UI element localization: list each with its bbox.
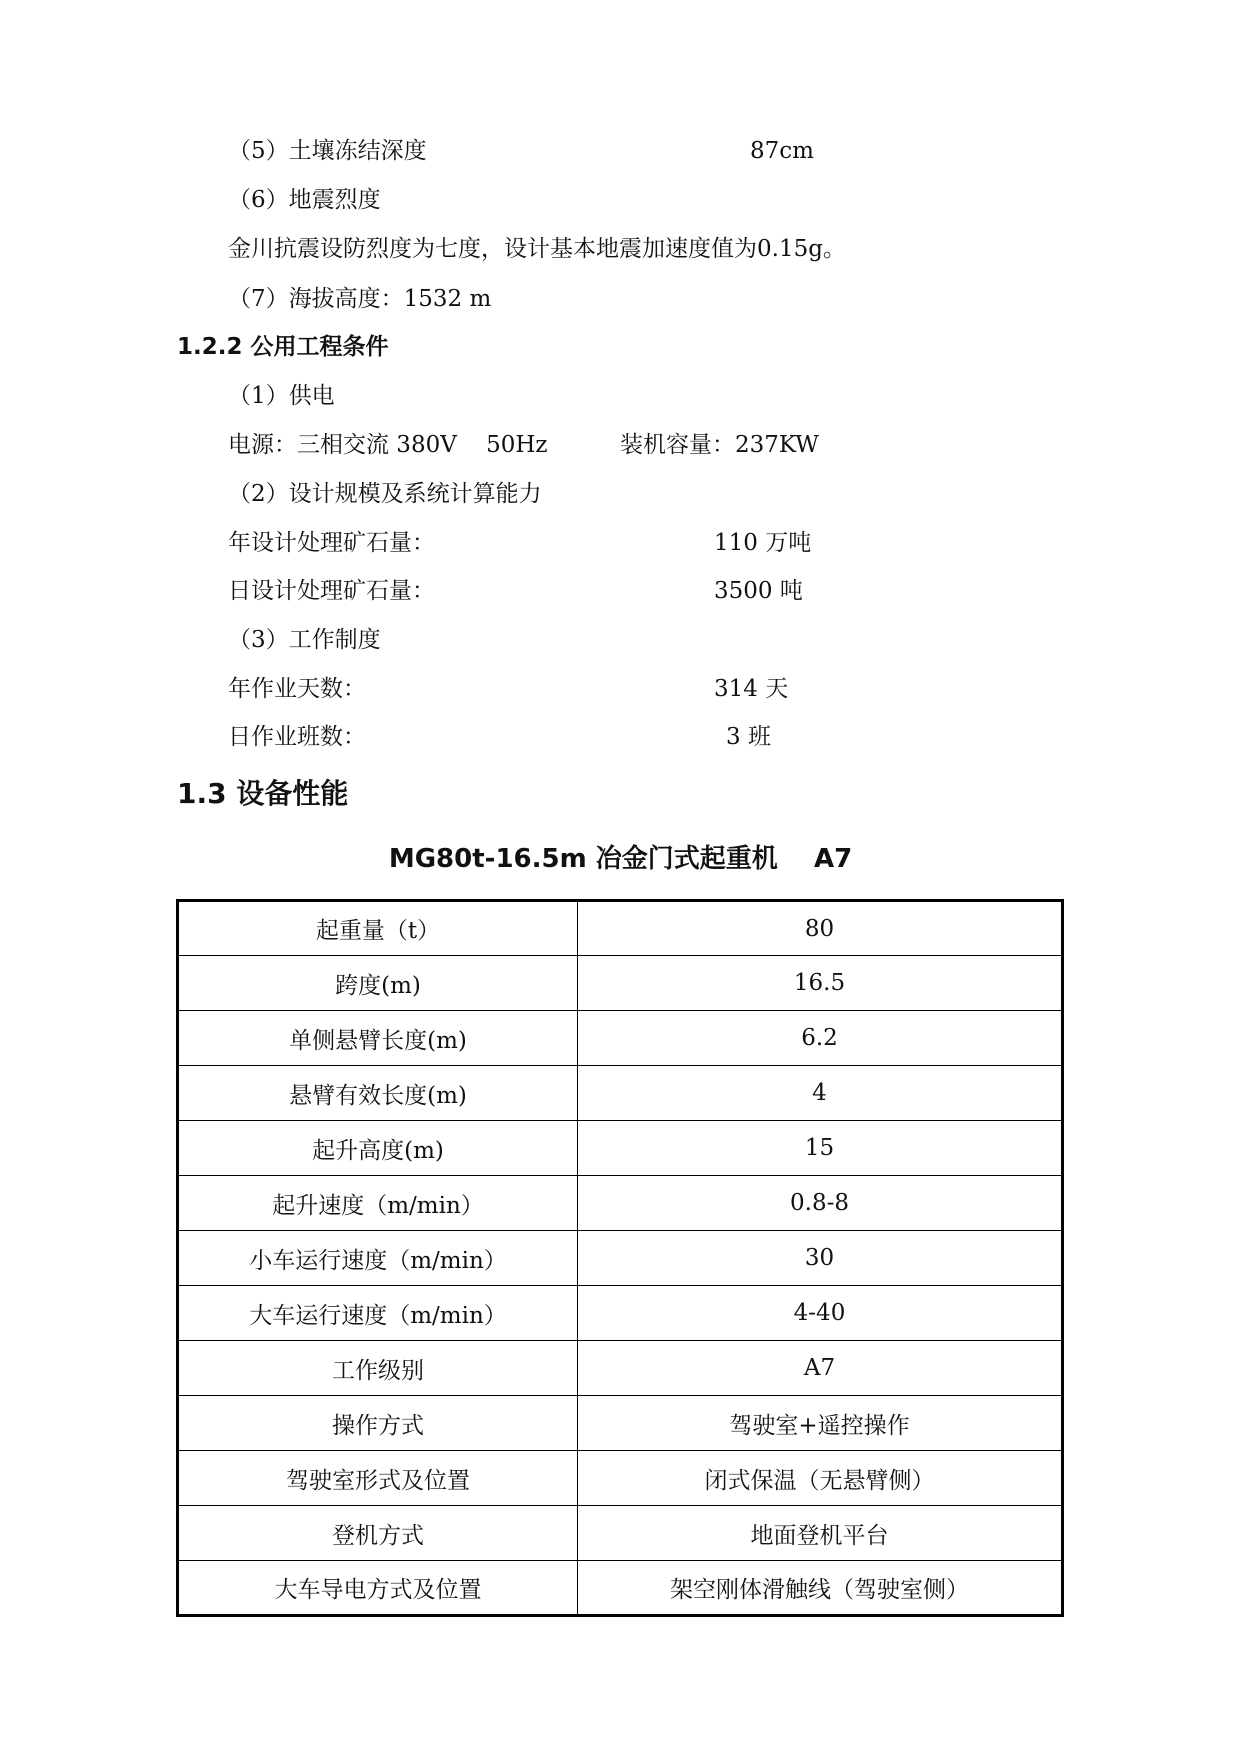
table-title: MG80t-16.5m 冶金门式起重机 A7 [388,844,853,874]
table-row [178,1506,1063,1561]
param-name-cell: 驾驶室形式及位置 [178,1451,578,1506]
frost-depth-value: 87cm [750,138,814,164]
annual-ore-label: 年设计处理矿石量： [228,530,435,556]
param-value-cell: 16.5 [578,956,1063,1011]
param-value-cell: 4-40 [578,1286,1063,1341]
annual-days-label: 年作业天数： [228,676,366,702]
table-row [178,1066,1063,1121]
section-heading-1-3: 1.3 设备性能 [177,777,349,810]
power-source: 电源：三相交流 380V 50Hz [228,432,548,458]
table-row [178,1451,1063,1506]
param-name-cell: 跨度(m) [178,956,578,1011]
table-row [178,1286,1063,1341]
param-value-cell: 4 [578,1066,1063,1121]
param-name-cell: 大车运行速度（m/min） [178,1286,578,1341]
param-value-cell: 15 [578,1121,1063,1176]
param-value-cell: 驾驶室+遥控操作 [578,1396,1063,1451]
table-row [178,1561,1063,1616]
work-heading: （3）工作制度 [228,627,381,653]
installed-capacity: 装机容量：237KW [620,432,819,458]
capacity-heading: （2）设计规模及系统计算能力 [228,481,542,507]
param-name-cell: 操作方式 [178,1396,578,1451]
power-heading: （1）供电 [228,383,335,409]
annual-days-value: 314 天 [714,676,789,702]
param-value-cell: 架空刚体滑触线（驾驶室侧） [578,1561,1063,1616]
param-value-cell: 闭式保温（无悬臂侧） [578,1451,1063,1506]
section-heading-1-2-2: 1.2.2 公用工程条件 [177,334,389,360]
param-name-cell: 起重量（t） [178,901,578,956]
table-row [178,1011,1063,1066]
table-row [178,1121,1063,1176]
param-name-cell: 大车导电方式及位置 [178,1561,578,1616]
param-name-cell: 起升速度（m/min） [178,1176,578,1231]
spec-table-body [178,901,1063,1616]
daily-shifts-value: 3 班 [726,724,771,750]
table-row [178,956,1063,1011]
param-name-cell: 工作级别 [178,1341,578,1396]
param-value-cell: 0.8-8 [578,1176,1063,1231]
altitude-text: （7）海拔高度：1532 m [228,286,492,312]
param-name-cell: 起升高度(m) [178,1121,578,1176]
table-row [178,1231,1063,1286]
spec-table [176,899,1064,1617]
param-name-cell: 登机方式 [178,1506,578,1561]
frost-depth-label: （5）土壤冻结深度 [228,138,427,164]
param-name-cell: 悬臂有效长度(m) [178,1066,578,1121]
param-value-cell: 地面登机平台 [578,1506,1063,1561]
seismic-heading: （6）地震烈度 [228,187,381,213]
table-row [178,901,1063,956]
daily-ore-label: 日设计处理矿石量： [228,578,435,604]
param-value-cell: 30 [578,1231,1063,1286]
daily-ore-value: 3500 吨 [714,578,803,604]
table-row [178,1396,1063,1451]
annual-ore-value: 110 万吨 [714,530,812,556]
param-value-cell: 6.2 [578,1011,1063,1066]
daily-shifts-label: 日作业班数： [228,724,366,750]
table-row [178,1176,1063,1231]
table-row [178,1341,1063,1396]
seismic-text: 金川抗震设防烈度为七度，设计基本地震加速度值为0.15g。 [228,236,846,262]
param-value-cell: 80 [578,901,1063,956]
param-name-cell: 单侧悬臂长度(m) [178,1011,578,1066]
param-name-cell: 小车运行速度（m/min） [178,1231,578,1286]
param-value-cell: A7 [578,1341,1063,1396]
